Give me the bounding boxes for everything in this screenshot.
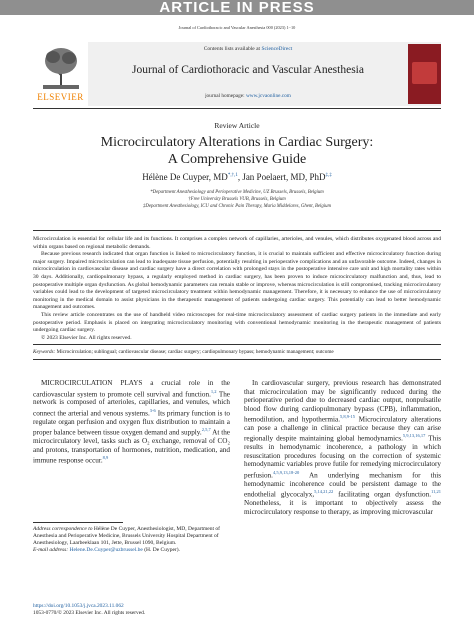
body-text: An underlying mechanism for this hemodynamic incoherence could be persistent damage to the endothelial glycocalyx, bbox=[244, 471, 441, 499]
title-line-1: Microcirculatory Alterations in Cardiac Surgery: bbox=[100, 135, 374, 150]
author-2: Jan Poelaert, MD, PhD bbox=[242, 172, 326, 182]
reference-link[interactable]: 2,5,7 bbox=[201, 427, 211, 433]
homepage-prefix: journal homepage: bbox=[205, 93, 246, 99]
body-text: Nonetheless, it is important to objectively assess the microcirculatory response to therapy, as improving microvascular bbox=[244, 499, 441, 516]
affiliation-2: †Free University Brussels VUB, Brussels, Belgium bbox=[188, 197, 286, 202]
journal-cover-image bbox=[408, 44, 441, 104]
abstract-top-divider bbox=[33, 230, 441, 231]
contents-prefix: Contents lists available at bbox=[203, 46, 262, 52]
journal-title: Journal of Cardiothoracic and Vascular Anesthesia bbox=[132, 64, 364, 76]
correspondence-text: Hélène De Cuyper, Anesthesiologist, MD, Department of Anesthesia and Perioperative Medicine, Brussels University Hospital Department of Anesthesiology, Laarbeeklaan 101, Jette, Brussel 1090, Belgium. bbox=[33, 526, 220, 546]
author-1: Hélène De Cuyper, MD bbox=[142, 172, 228, 182]
elsevier-logo bbox=[33, 42, 88, 106]
intro-paragraph bbox=[33, 379, 230, 465]
body-column-left bbox=[33, 379, 230, 465]
publisher-name: ELSEVIER bbox=[37, 92, 84, 102]
body-text: In cardiovascular surgery, previous research has demonstrated that microcirculation may be significantly reduced during the perioperative period due to decreased cardiac output, nonpulsatile blood flow during cardiopulmonary bypass (CPB), inflammation, hemodilution, and hypothermia. bbox=[244, 379, 441, 424]
keywords-label: Keywords: bbox=[33, 349, 56, 355]
doi-block bbox=[33, 603, 333, 617]
abstract-paragraph-3: This review article concentrates on the use of handheld video microscopes for real-time microcirculatory assessment of cardiac surgery patients in the immediate and early postoperative period. Emphasis is placed on integrating microcirculatory monitoring with conventional hemodynamic monitoring in the therapeutic management of patients undergoing cardiac surgery. bbox=[33, 311, 441, 334]
surgery-paragraph bbox=[244, 379, 441, 516]
body-text: Its primary function is to regulate organ perfusion and oxygen flux distribution to maintain a proper balance between tissue oxygen demand and supply. bbox=[33, 409, 230, 437]
abstract bbox=[33, 236, 441, 342]
homepage-line bbox=[88, 93, 408, 99]
lead-in: MICROCIRCULATION PLAYS bbox=[41, 379, 143, 387]
correspondence-footnote bbox=[33, 526, 230, 555]
body-text: Microcirculatory alterations can pose a challenge in clinical practice because they can arise regionally despite maintaining global hemodynamics. bbox=[244, 415, 441, 443]
cover-heart-graphic bbox=[412, 62, 437, 84]
sciencedirect-link[interactable]: ScienceDirect bbox=[261, 46, 293, 52]
author-2-affil-marks[interactable]: ‡,‡ bbox=[325, 173, 332, 178]
header-divider bbox=[33, 108, 441, 109]
article-type: Review Article bbox=[214, 121, 260, 130]
article-title bbox=[0, 134, 474, 168]
article-in-press-banner: ARTICLE IN PRESS bbox=[0, 0, 474, 15]
contents-line bbox=[88, 46, 408, 52]
keywords-bottom-divider bbox=[33, 359, 441, 360]
abstract-copyright: © 2023 Elsevier Inc. All rights reserved. bbox=[41, 334, 132, 341]
reference-link[interactable]: 4,5,9,13,18-20 bbox=[272, 469, 300, 475]
reference-link[interactable]: 8,9 bbox=[102, 455, 109, 461]
author-list: Hélène De Cuyper, $MD^{*,\dagger,1}$, Jan Poelaert, MD, PhD‡,‡ bbox=[142, 172, 332, 182]
reference-link[interactable]: 1,2 bbox=[210, 388, 217, 394]
doi-link[interactable]: https://doi.org/10.1053/j.jvca.2023.11.062 bbox=[33, 603, 124, 609]
reference-link[interactable]: 5,14,21,22 bbox=[314, 489, 334, 495]
body-column-right bbox=[244, 379, 441, 516]
body-text: a crucial role in the cardiovascular system to promote cell survival and function. bbox=[33, 379, 230, 398]
reference-link[interactable]: 11,21 bbox=[431, 489, 442, 495]
body-text: The network is composed of arterioles, capillaries, and venules, which connect the arterial and venous systems. bbox=[33, 389, 230, 418]
keywords-list: Microcirculation; sublingual; cardiovascular disease; cardiac surgery; cardiopulmonary bypass; hemodynamic management; outcome bbox=[56, 349, 334, 355]
keywords-line bbox=[33, 349, 441, 355]
body-text: facilitating organ dysfunction. bbox=[333, 490, 432, 499]
affiliation-1: *Department Anesthesiology and Perioperative Medicine, UZ Brussels, Brussels, Belgium bbox=[150, 190, 324, 195]
email-label: E-mail address: bbox=[33, 547, 69, 554]
affiliation-3: ‡Department Anesthesiology, ICU and Chronic Pain Therapy, Maria Middelares, Ghent, Belgium bbox=[143, 204, 331, 209]
keywords-top-divider bbox=[33, 344, 441, 345]
email-suffix: (H. De Cuyper). bbox=[142, 547, 180, 554]
email-link[interactable]: Helene.De.Cuyper@uzbrussel.be bbox=[69, 547, 143, 554]
citation-line: Journal of Cardiothoracic and Vascular Anesthesia 000 (2023) 1−10 bbox=[178, 25, 296, 30]
elsevier-tree-icon bbox=[39, 45, 83, 91]
abstract-paragraph-2: Because previous research indicated that organ function is linked to microcirculatory function, it is crucial to maintain sufficient and effective microcirculatory function during major surgery. Impaired microcirculation can lead to inadequate tissue perfusion, potentially resulting in perioperative complications and an unfavorable outcome. Indeed, changes in microcirculation in cardiovascular disease and cardiac surgery have a direct correlation with prolonged stays in the postoperative intensive care unit and high mortality rates within 30 days. Additionally, cardiopulmonary bypass, a regularly employed method in cardiac surgery, has been proven to induce microcirculatory malfunction and, thus, lead to postoperative multiple organ dysfunction. As global hemodynamic parameters can remain stable or improve, whereas microcirculation is still compromised, tracking microcirculatory variables could lead to the development of targeted microcirculatory treatment within hemodynamic management. Therefore, it is necessary to enhance the use of microcirculatory monitoring in the medical domain to assist physicians in the therapeutic management of patients undergoing cardiac surgery. This potentially can lead to better hemodynamic management and outcomes. bbox=[33, 251, 441, 311]
footnote-divider bbox=[33, 522, 123, 523]
body-text: At the microcirculatory level, tasks such as O₂ exchange, removal of CO₂ and protons, transportation of hormones, nutrition, medication, and immune response occur. bbox=[33, 428, 230, 465]
correspondence-address bbox=[33, 526, 230, 546]
issn-line: 1053-0770/© 2023 Elsevier Inc. All rights reserved. bbox=[33, 610, 146, 616]
body-text: This results in hemodynamic incoherence, a pathology in which resuscitation procedures focusing on the correction of systemic hemodynamic variables prove futile for remedying microcirculatory perfusion. bbox=[244, 434, 442, 480]
reference-link[interactable]: 5,8,9-15 bbox=[340, 414, 355, 419]
correspondence-label: Address correspondence to bbox=[33, 526, 93, 532]
homepage-link[interactable]: www.jcvaonline.com bbox=[245, 93, 291, 99]
author-1-affil-marks[interactable]: *,†,1 bbox=[227, 173, 238, 178]
abstract-paragraph-1: Microcirculation is essential for cellular life and its functions. It comprises a complex network of capillaries, arterioles, and venules, which distributes oxygenated blood across and within organs based on regional metabolic demands. bbox=[33, 236, 441, 250]
title-line-2: A Comprehensive Guide bbox=[167, 152, 307, 167]
email-line bbox=[33, 547, 230, 554]
reference-link[interactable]: 3-6 bbox=[149, 407, 156, 413]
reference-link[interactable]: 5,9,13,16,17 bbox=[402, 433, 426, 439]
